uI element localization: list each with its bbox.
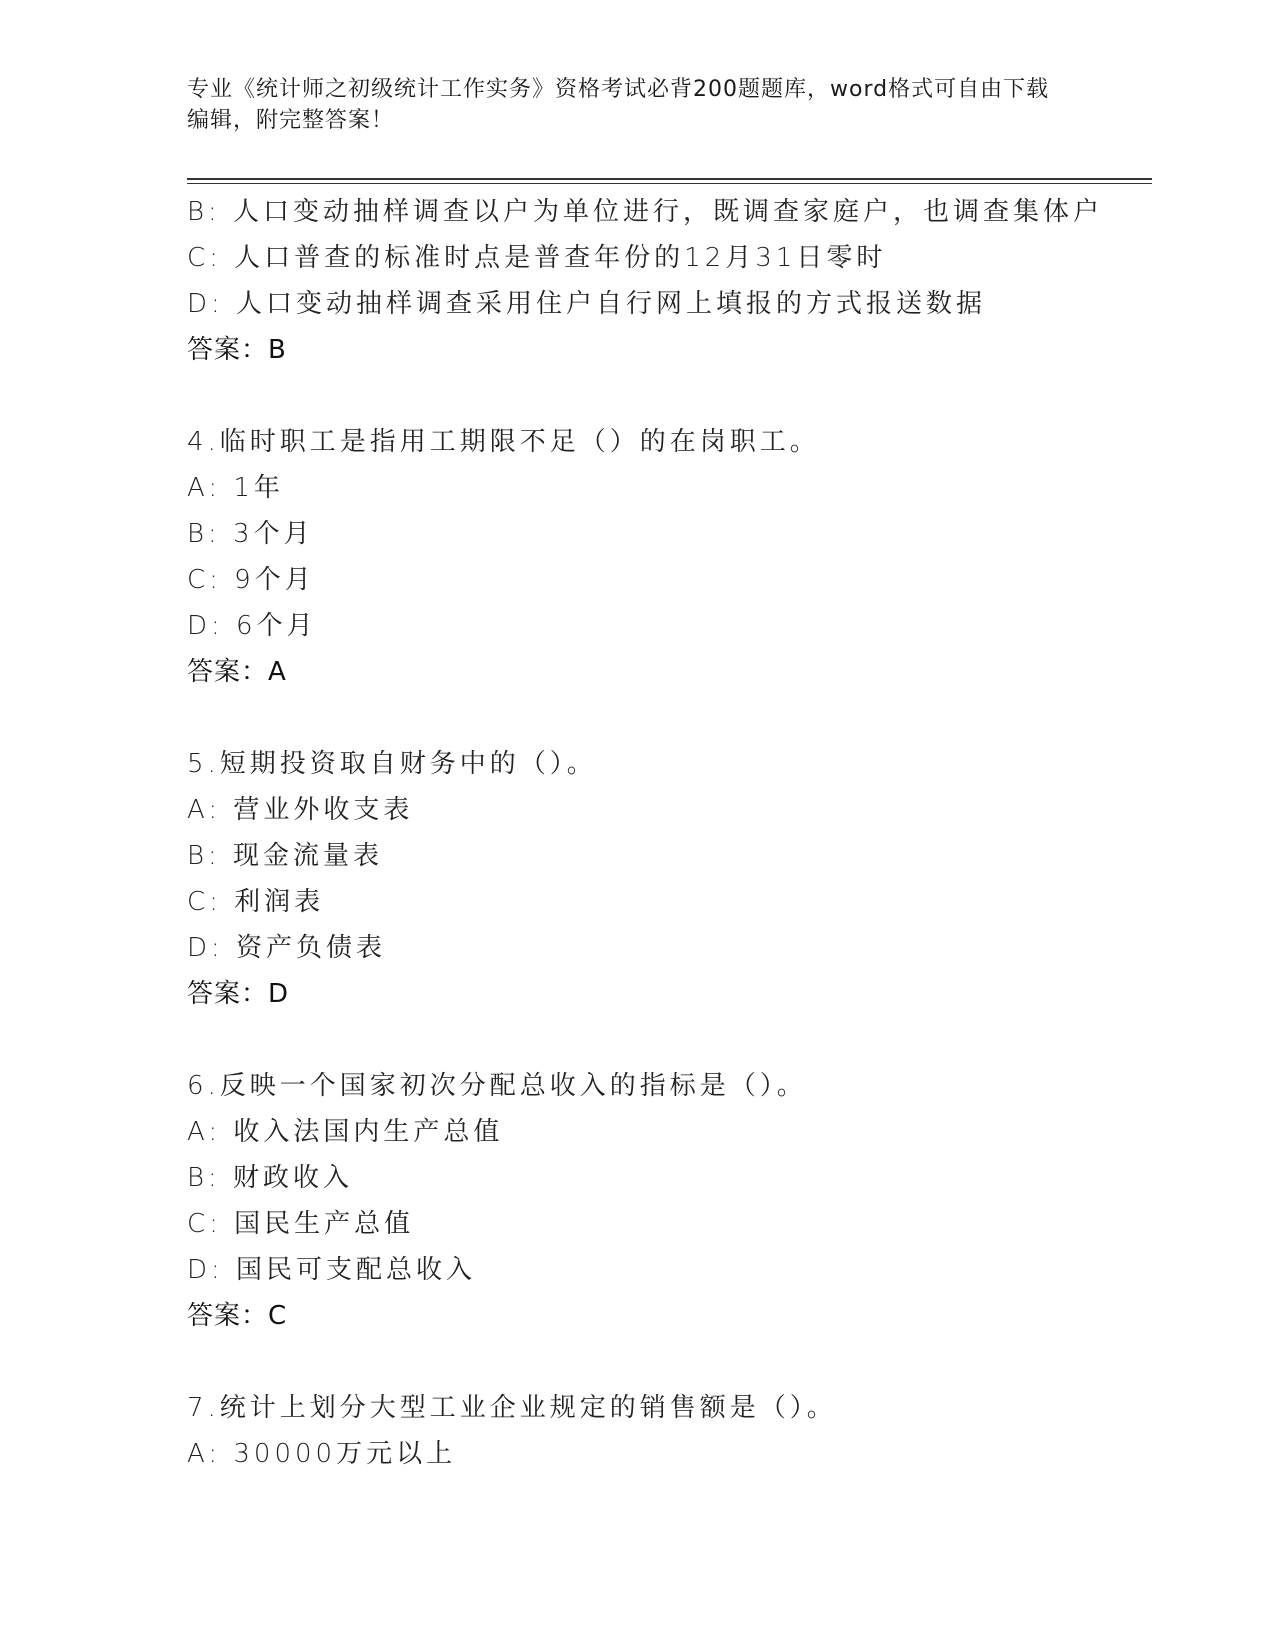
question-4-option-d: D: 6个月 [187,611,317,641]
question-5-option-b: B: 现金流量表 [187,841,384,871]
header-divider-thick [187,178,1152,180]
question-4-stem: 4.临时职工是指用工期限不足（）的在岗职工。 [187,427,820,457]
question-list [187,189,1147,1477]
question-5-answer: 答案：D [187,979,290,1009]
question-3-answer: 答案：B [187,335,287,365]
question-6-option-b: B: 财政收入 [187,1163,354,1193]
spacer [187,373,1147,419]
question-7-option-a: A: 30000万元以上 [187,1439,457,1469]
spacer [187,1339,1147,1385]
question-3-option-d: D: 人口变动抽样调查采用住户自行网上填报的方式报送数据 [187,289,987,319]
question-6-option-a: A: 收入法国内生产总值 [187,1117,504,1147]
question-5-option-c: C: 利润表 [187,887,325,917]
question-4-option-b: B: 3个月 [187,519,314,549]
question-4-answer: 答案：A [187,657,287,687]
header-divider-thin [187,183,1152,184]
question-3-tail [187,189,1147,373]
question-6-stem: 6.反映一个国家初次分配总收入的指标是（）。 [187,1071,807,1101]
question-5-option-d: D: 资产负债表 [187,933,387,963]
question-7 [187,1385,1147,1477]
spacer [187,695,1147,741]
question-6-answer: 答案：C [187,1301,288,1331]
question-3-option-b: B: 人口变动抽样调查以户为单位进行，既调查家庭户，也调查集体户 [187,197,1104,227]
question-4-option-a: A: 1年 [187,473,284,503]
question-6-option-c: C: 国民生产总值 [187,1209,415,1239]
question-6 [187,1063,1147,1339]
document-header: 专业《统计师之初级统计工作实务》资格考试必背200题题库，word格式可自由下载编辑，附完整答案！ [187,77,1050,133]
question-5-stem: 5.短期投资取自财务中的（）。 [187,749,597,779]
question-3-option-c: C: 人口普查的标准时点是普查年份的12月31日零时 [187,243,887,273]
question-5 [187,741,1147,1017]
question-6-option-d: D: 国民可支配总收入 [187,1255,477,1285]
question-4-option-c: C: 9个月 [187,565,315,595]
question-7-stem: 7.统计上划分大型工业企业规定的销售额是（）。 [187,1393,837,1423]
question-4 [187,419,1147,695]
question-5-option-a: A: 营业外收支表 [187,795,414,825]
spacer [187,1017,1147,1063]
